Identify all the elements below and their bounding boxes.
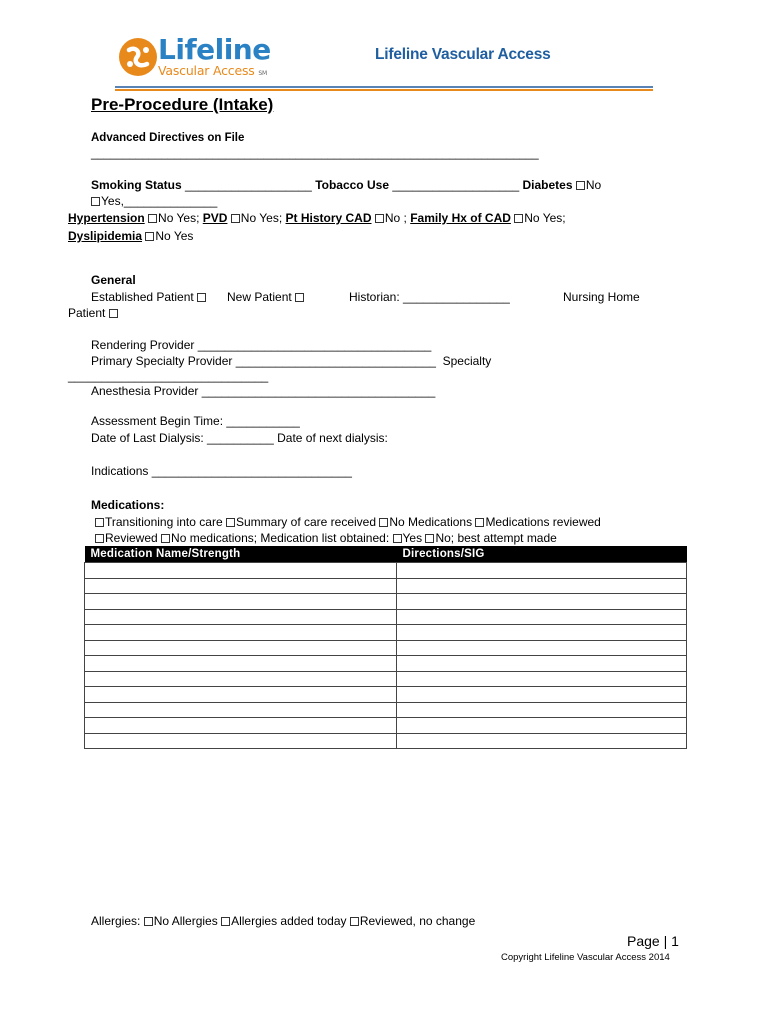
no-medications-checkbox[interactable] (379, 518, 388, 527)
medication-name-cell[interactable] (85, 733, 397, 749)
smoking-status-field[interactable]: ___________________ (185, 178, 312, 192)
table-row (85, 594, 687, 610)
medication-name-cell[interactable] (85, 625, 397, 641)
family-hx-cad-no-checkbox[interactable] (514, 214, 523, 223)
smoking-status-label: Smoking Status (91, 178, 182, 192)
assessment-begin-time-field[interactable]: Assessment Begin Time: ___________ (91, 414, 300, 428)
table-row (85, 625, 687, 641)
hypertension-label: Hypertension (68, 211, 145, 225)
specialty-label: Specialty (442, 354, 492, 368)
medications-options-line-1 (95, 515, 601, 529)
medication-name-cell[interactable] (85, 609, 397, 625)
pvd-label: PVD (202, 211, 228, 225)
directions-sig-cell[interactable] (397, 656, 687, 672)
primary-specialty-provider-field[interactable]: Primary Specialty Provider ______________________________ (91, 354, 436, 368)
tobacco-use-field[interactable]: ___________________ (392, 178, 520, 192)
hypertension-no-checkbox[interactable] (148, 214, 157, 223)
medication-name-cell[interactable] (85, 594, 397, 610)
directions-sig-cell[interactable] (397, 718, 687, 734)
established-patient-option (91, 290, 207, 304)
established-patient-checkbox[interactable] (197, 293, 206, 302)
medications-reviewed-checkbox[interactable] (475, 518, 484, 527)
page-number: Page | 1 (627, 933, 679, 949)
allergies-reviewed-label: Reviewed, no change (359, 914, 476, 928)
advanced-directives-label: Advanced Directives on File (91, 132, 245, 144)
table-row (85, 702, 687, 718)
table-row (85, 718, 687, 734)
logo-wordmark: Lifeline (158, 33, 271, 66)
anesthesia-provider-field[interactable]: Anesthesia Provider ___________________________________ (91, 384, 436, 398)
dyslipidemia-options: No Yes (155, 229, 194, 243)
dialysis-dates-field[interactable]: Date of Last Dialysis: __________ Date of next dialysis: (91, 431, 388, 445)
advanced-directives-blank[interactable]: ______________________________________________________________________ (91, 148, 539, 160)
smoking-tobacco-diabetes-line (91, 178, 601, 192)
medications-label: Medications: (91, 498, 165, 512)
rendering-provider-field[interactable]: Rendering Provider ___________________________________ (91, 338, 432, 352)
diabetes-yes-line (91, 194, 217, 208)
primary-specialty-line (91, 354, 491, 368)
directions-sig-cell[interactable] (397, 609, 687, 625)
established-patient-label: Established Patient (91, 290, 194, 304)
nursing-home-patient-option (68, 306, 119, 320)
medication-name-cell[interactable] (85, 578, 397, 594)
pvd-no-checkbox[interactable] (231, 214, 240, 223)
diabetes-yes-field[interactable]: Yes,______________ (101, 194, 218, 208)
nursing-home-patient-checkbox[interactable] (109, 309, 118, 318)
table-row (85, 656, 687, 672)
medications-reviewed-label: Medications reviewed (485, 515, 601, 529)
reviewed-checkbox[interactable] (95, 534, 104, 543)
medication-name-cell[interactable] (85, 671, 397, 687)
family-hx-cad-label: Family Hx of CAD (410, 211, 511, 225)
table-row (85, 640, 687, 656)
allergies-added-checkbox[interactable] (221, 917, 230, 926)
medication-name-cell[interactable] (85, 563, 397, 579)
table-row (85, 733, 687, 749)
table-row (85, 687, 687, 703)
no-medications-list-checkbox[interactable] (161, 534, 170, 543)
dyslipidemia-line (68, 229, 193, 243)
nursing-home-patient-label: Patient (68, 306, 106, 320)
dyslipidemia-no-checkbox[interactable] (145, 232, 154, 241)
new-patient-option (227, 290, 305, 304)
dyslipidemia-label: Dyslipidemia (68, 229, 143, 243)
directions-sig-cell[interactable] (397, 578, 687, 594)
no-allergies-checkbox[interactable] (144, 917, 153, 926)
medication-name-cell[interactable] (85, 702, 397, 718)
directions-sig-cell[interactable] (397, 594, 687, 610)
medication-name-cell[interactable] (85, 718, 397, 734)
pt-history-cad-no-checkbox[interactable] (375, 214, 384, 223)
diabetes-no-label: No (585, 178, 602, 192)
family-hx-cad-options: No Yes; (524, 211, 566, 225)
table-row (85, 578, 687, 594)
reviewed-label: Reviewed (105, 531, 158, 545)
transitioning-checkbox[interactable] (95, 518, 104, 527)
logo-subtitle: Vascular Access SM (158, 63, 267, 78)
diabetes-yes-checkbox[interactable] (91, 197, 100, 206)
summary-of-care-checkbox[interactable] (226, 518, 235, 527)
directions-sig-cell[interactable] (397, 625, 687, 641)
summary-of-care-label: Summary of care received (235, 515, 377, 529)
directions-sig-cell[interactable] (397, 702, 687, 718)
new-patient-checkbox[interactable] (295, 293, 304, 302)
allergies-added-label: Allergies added today (231, 914, 347, 928)
lifeline-logo-icon (118, 37, 158, 77)
allergies-label: Allergies: (91, 914, 141, 928)
pvd-options: No Yes; (240, 211, 283, 225)
historian-field[interactable]: Historian: ________________ (349, 290, 510, 304)
new-patient-label: New Patient (227, 290, 292, 304)
medication-name-cell[interactable] (85, 687, 397, 703)
no-medications-label: No Medications (389, 515, 473, 529)
hypertension-options: No Yes; (158, 211, 200, 225)
copyright-notice: Copyright Lifeline Vascular Access 2014 (501, 952, 670, 963)
nursing-home-label: Nursing Home (563, 290, 640, 304)
transitioning-label: Transitioning into care (105, 515, 223, 529)
diabetes-no-checkbox[interactable] (576, 181, 585, 190)
directions-sig-cell[interactable] (397, 640, 687, 656)
general-label: General (91, 273, 136, 287)
form-title: Pre-Procedure (Intake) (91, 95, 274, 114)
specialty-field[interactable]: ______________________________ (68, 369, 269, 383)
medication-name-cell[interactable] (85, 656, 397, 672)
header-rule-blue (115, 86, 653, 88)
pt-history-cad-label: Pt History CAD (285, 211, 372, 225)
directions-sig-cell[interactable] (397, 687, 687, 703)
cardiac-history-line (68, 211, 566, 225)
no-allergies-label: No Allergies (153, 914, 218, 928)
directions-sig-cell[interactable] (397, 671, 687, 687)
header-rule-orange (115, 89, 653, 91)
indications-field[interactable]: Indications ______________________________ (91, 464, 352, 478)
medication-name-header: Medication Name/Strength (85, 546, 397, 563)
list-obtained-yes-checkbox[interactable] (393, 534, 402, 543)
medication-table-header (85, 546, 687, 563)
allergies-reviewed-checkbox[interactable] (350, 917, 359, 926)
header-title: Lifeline Vascular Access (375, 46, 551, 63)
medication-name-cell[interactable] (85, 640, 397, 656)
allergies-line (91, 914, 475, 928)
tobacco-use-label: Tobacco Use (315, 178, 389, 192)
directions-sig-cell[interactable] (397, 733, 687, 749)
list-obtained-yes-label: Yes (402, 531, 423, 545)
medications-options-line-2 (95, 531, 557, 545)
list-obtained-no-label: No; best attempt made (435, 531, 557, 545)
table-row (85, 609, 687, 625)
table-row (85, 563, 687, 579)
pt-history-cad-options: No ; (384, 211, 407, 225)
list-obtained-no-checkbox[interactable] (425, 534, 434, 543)
directions-sig-cell[interactable] (397, 563, 687, 579)
table-row (85, 671, 687, 687)
diabetes-label: Diabetes (522, 178, 573, 192)
medication-table (84, 546, 687, 749)
directions-sig-header: Directions/SIG (397, 546, 687, 563)
logo-service-mark: SM (258, 70, 267, 77)
no-medications-list-label: No medications; Medication list obtained: (171, 531, 390, 545)
